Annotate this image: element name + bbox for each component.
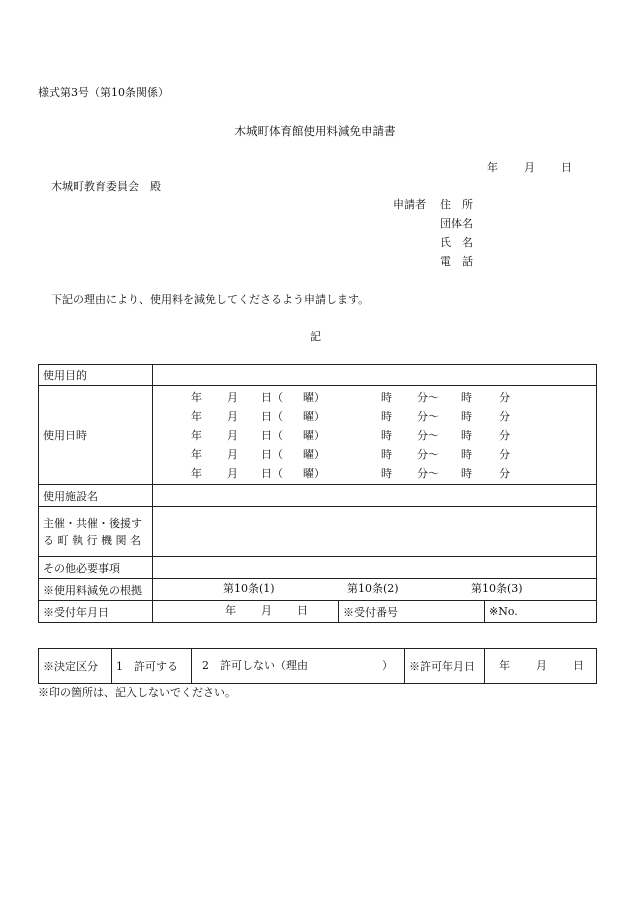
received-date-label: ※受付年月日 bbox=[39, 601, 153, 623]
no-label: ※No. bbox=[489, 605, 518, 618]
purpose-label: 使用目的 bbox=[39, 365, 153, 386]
facility-field[interactable] bbox=[153, 485, 597, 507]
date-day: 日 bbox=[561, 161, 572, 174]
purpose-row bbox=[39, 365, 597, 386]
decision-label: ※決定区分 bbox=[39, 649, 112, 684]
datetime-d: 日（ bbox=[261, 467, 283, 480]
datetime-mi1: 分～ bbox=[417, 448, 439, 461]
received-day: 日 bbox=[297, 604, 308, 617]
datetime-h1: 時 bbox=[381, 467, 392, 480]
sponsor-field[interactable] bbox=[153, 507, 597, 557]
datetime-h2: 時 bbox=[461, 391, 472, 404]
other-field[interactable] bbox=[153, 557, 597, 579]
datetime-m: 月 bbox=[227, 391, 238, 404]
datetime-y: 年 bbox=[191, 391, 202, 404]
approve-label: 1 許可する bbox=[116, 660, 178, 673]
sponsor-label-line2: る 町 執 行 機 関 名 bbox=[43, 533, 141, 547]
datetime-mi2: 分 bbox=[499, 448, 510, 461]
datetime-row bbox=[39, 386, 597, 485]
form-number: 様式第3号（第10条関係） bbox=[38, 86, 169, 99]
datetime-y: 年 bbox=[191, 448, 202, 461]
datetime-d: 日（ bbox=[261, 410, 283, 423]
applicant-label: 申請者 bbox=[393, 198, 426, 211]
other-label: その他必要事項 bbox=[39, 557, 153, 579]
permit-date-label: ※許可年月日 bbox=[405, 649, 485, 684]
datetime-mi1: 分～ bbox=[417, 391, 439, 404]
datetime-label: 使用日時 bbox=[39, 386, 153, 485]
datetime-wd: 曜） bbox=[303, 448, 325, 461]
datetime-d: 日（ bbox=[261, 429, 283, 442]
datetime-mi2: 分 bbox=[499, 410, 510, 423]
basis-option-1[interactable]: 第10条(1) bbox=[223, 582, 275, 595]
received-date-field[interactable] bbox=[153, 601, 339, 623]
decision-table bbox=[38, 648, 597, 684]
applicant-address-label: 住 所 bbox=[440, 198, 473, 211]
basis-field bbox=[153, 579, 597, 601]
sponsor-row bbox=[39, 507, 597, 557]
page-title: 木城町体育館使用料減免申請書 bbox=[234, 124, 396, 138]
received-number-label: ※受付番号 bbox=[343, 605, 398, 619]
other-row bbox=[39, 557, 597, 579]
datetime-mi2: 分 bbox=[499, 467, 510, 480]
permit-day: 日 bbox=[573, 659, 584, 672]
decision-option-deny[interactable] bbox=[192, 649, 405, 684]
basis-row bbox=[39, 579, 597, 601]
datetime-wd: 曜） bbox=[303, 391, 325, 404]
datetime-mi2: 分 bbox=[499, 429, 510, 442]
decision-option-approve[interactable] bbox=[112, 649, 192, 684]
date-month: 月 bbox=[524, 161, 535, 174]
datetime-m: 月 bbox=[227, 467, 238, 480]
received-month: 月 bbox=[261, 604, 272, 617]
applicant-phone-label: 電 話 bbox=[440, 255, 473, 268]
datetime-d: 日（ bbox=[261, 448, 283, 461]
datetime-h1: 時 bbox=[381, 391, 392, 404]
datetime-h2: 時 bbox=[461, 467, 472, 480]
sponsor-label bbox=[39, 507, 153, 557]
datetime-h2: 時 bbox=[461, 429, 472, 442]
datetime-m: 月 bbox=[227, 429, 238, 442]
datetime-m: 月 bbox=[227, 410, 238, 423]
datetime-d: 日（ bbox=[261, 391, 283, 404]
permit-year: 年 bbox=[499, 659, 510, 672]
ki-label: 記 bbox=[310, 330, 321, 343]
permit-date-field[interactable] bbox=[485, 649, 597, 684]
datetime-wd: 曜） bbox=[303, 429, 325, 442]
facility-row bbox=[39, 485, 597, 507]
purpose-field[interactable] bbox=[153, 365, 597, 386]
datetime-h2: 時 bbox=[461, 410, 472, 423]
datetime-wd: 曜） bbox=[303, 410, 325, 423]
datetime-y: 年 bbox=[191, 467, 202, 480]
datetime-mi1: 分～ bbox=[417, 467, 439, 480]
facility-label: 使用施設名 bbox=[39, 485, 153, 507]
no-cell[interactable] bbox=[485, 601, 597, 623]
datetime-h1: 時 bbox=[381, 429, 392, 442]
datetime-wd: 曜） bbox=[303, 467, 325, 480]
received-year: 年 bbox=[225, 604, 236, 617]
datetime-mi2: 分 bbox=[499, 391, 510, 404]
deny-close-paren: ） bbox=[382, 659, 393, 672]
datetime-field[interactable] bbox=[153, 386, 597, 485]
date-year: 年 bbox=[487, 161, 498, 174]
sponsor-label-line1: 主催・共催・後援す bbox=[43, 516, 142, 530]
deny-label: 2 許可しない（理由 bbox=[202, 659, 308, 672]
permit-month: 月 bbox=[536, 659, 547, 672]
datetime-h1: 時 bbox=[381, 448, 392, 461]
datetime-y: 年 bbox=[191, 410, 202, 423]
basis-option-2[interactable]: 第10条(2) bbox=[347, 582, 399, 595]
datetime-h1: 時 bbox=[381, 410, 392, 423]
received-row bbox=[39, 601, 597, 623]
datetime-h2: 時 bbox=[461, 448, 472, 461]
datetime-y: 年 bbox=[191, 429, 202, 442]
datetime-m: 月 bbox=[227, 448, 238, 461]
basis-label: ※使用料減免の根拠 bbox=[39, 579, 153, 601]
request-text: 下記の理由により、使用料を減免してくださるよう申請します。 bbox=[51, 293, 370, 306]
addressee: 木城町教育委員会 殿 bbox=[51, 180, 161, 193]
datetime-mi1: 分～ bbox=[417, 429, 439, 442]
datetime-mi1: 分～ bbox=[417, 410, 439, 423]
application-table bbox=[38, 364, 597, 623]
applicant-name-label: 氏 名 bbox=[440, 236, 473, 249]
footnote: ※印の箇所は、記入しないでください。 bbox=[38, 686, 236, 699]
received-number-cell[interactable] bbox=[339, 601, 485, 623]
applicant-group-label: 団体名 bbox=[440, 217, 473, 230]
basis-option-3[interactable]: 第10条(3) bbox=[471, 582, 523, 595]
decision-row bbox=[39, 649, 597, 684]
